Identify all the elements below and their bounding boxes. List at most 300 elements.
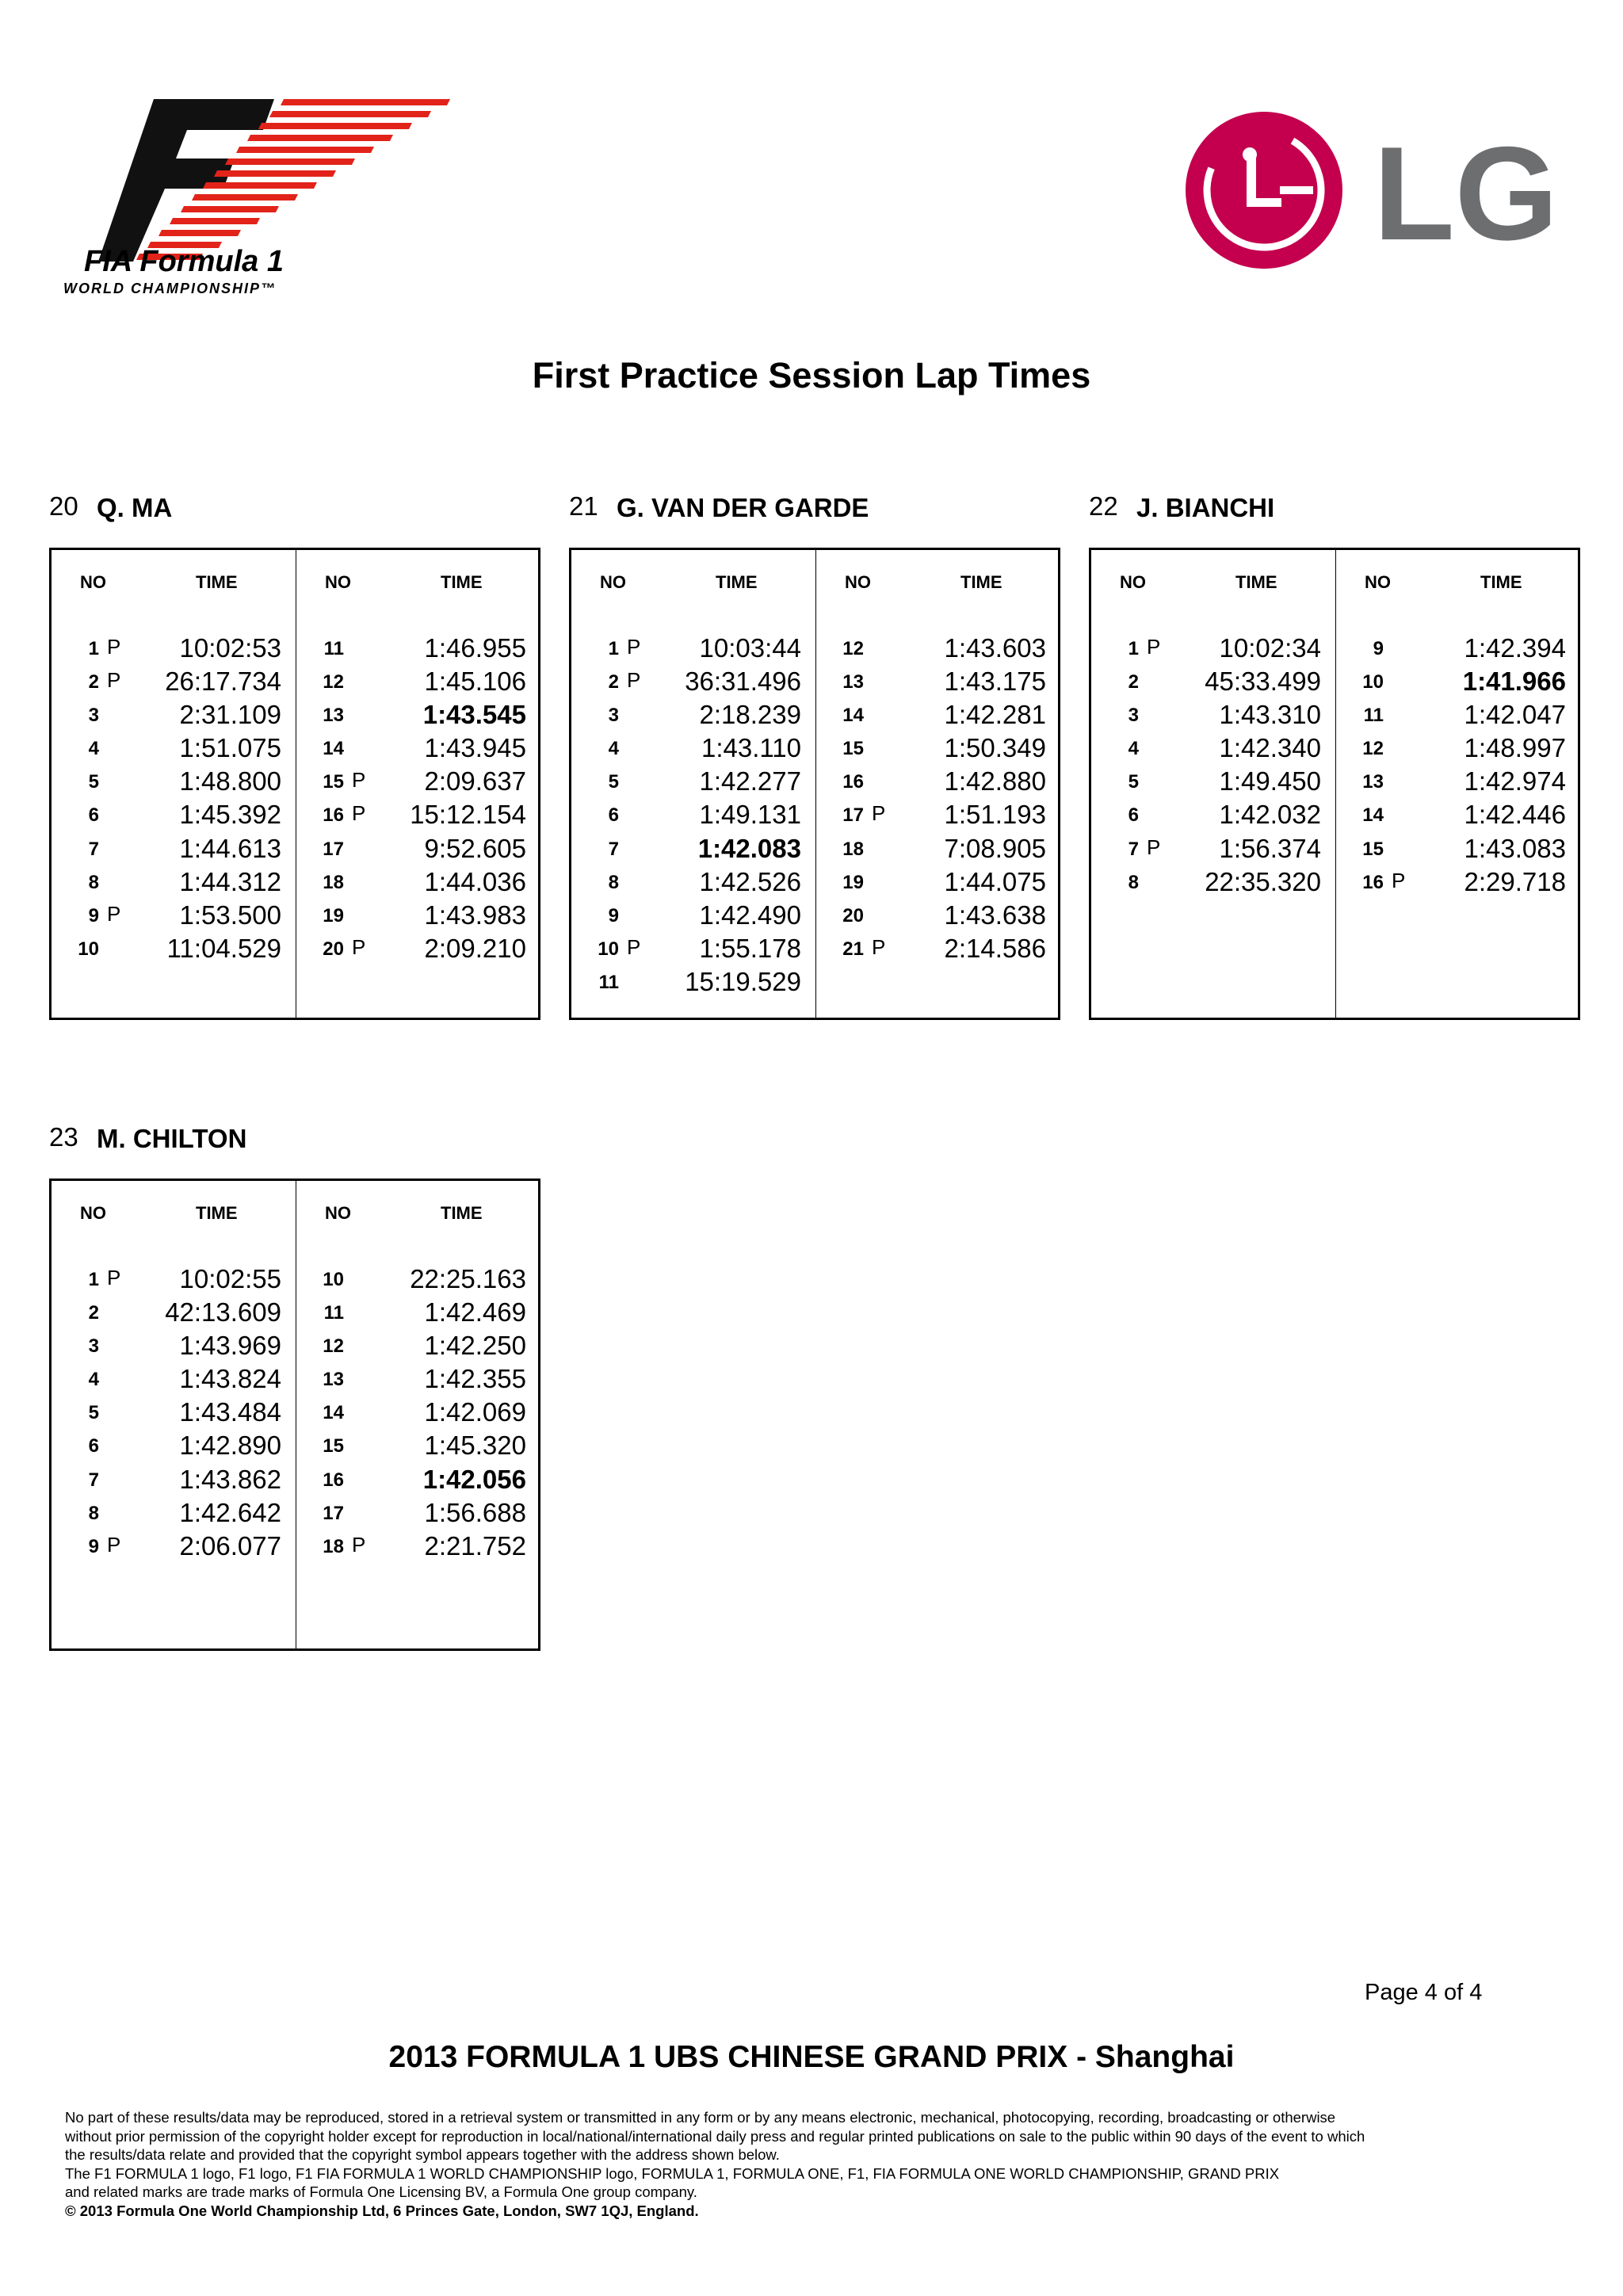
page-title: First Practice Session Lap Times [532, 355, 1091, 395]
lap-time: 1:48.997 [1464, 733, 1566, 763]
lap-row [52, 1262, 296, 1295]
lap-row [1091, 731, 1335, 764]
lap-time: 1:56.374 [1219, 833, 1321, 863]
lap-row [816, 697, 1060, 731]
lap-row [52, 1462, 296, 1496]
lap-time: 11:04.529 [166, 933, 281, 963]
driver-number: 21 [569, 491, 598, 521]
lap-row [296, 1496, 540, 1529]
lap-row [571, 697, 815, 731]
lap-time: 2:06.077 [179, 1530, 281, 1561]
lap-number: 18 [323, 871, 344, 893]
lap-row [1336, 831, 1580, 865]
lap-time: 1:43.175 [944, 667, 1046, 697]
pit-indicator: P [352, 934, 366, 959]
header-time: TIME [441, 572, 483, 592]
lap-row [1091, 664, 1335, 697]
lap-time: 1:42.047 [1464, 700, 1566, 730]
lap-time: 2:31.109 [179, 700, 281, 730]
lap-row [816, 831, 1060, 865]
lap-time: 1:42.490 [699, 900, 801, 930]
lap-number: 6 [88, 804, 99, 827]
lap-time: 1:51.075 [179, 733, 281, 763]
pit-indicator: P [1392, 868, 1406, 892]
lap-row [816, 731, 1060, 764]
driver-header [569, 491, 1060, 531]
lap-number: 18 [842, 838, 864, 860]
lap-time: 1:43.310 [1219, 700, 1321, 730]
lap-time: 10:02:34 [1219, 633, 1321, 663]
lap-number: 3 [608, 705, 619, 727]
f1-logo-stripe [269, 111, 431, 117]
lap-number: 4 [1128, 738, 1139, 760]
lap-time: 1:42.890 [179, 1431, 281, 1461]
lap-number: 3 [88, 705, 99, 727]
lap-row [52, 1328, 296, 1362]
lap-time: 1:43.862 [179, 1464, 281, 1494]
lap-number: 7 [1128, 838, 1139, 860]
lap-number: 14 [323, 1402, 344, 1424]
lap-row [571, 631, 815, 664]
lap-row [816, 931, 1060, 965]
lap-row [1091, 831, 1335, 865]
lap-time: 1:56.688 [424, 1497, 526, 1527]
lap-number: 1 [1128, 638, 1139, 659]
lap-time: 1:44.312 [179, 866, 281, 896]
lap-time: 22:25.163 [410, 1264, 526, 1293]
pit-indicator: P [107, 901, 121, 926]
lap-time: 15:12.154 [410, 800, 526, 830]
lap-row [1091, 697, 1335, 731]
lap-row [296, 797, 540, 831]
lap-number: 10 [598, 938, 619, 960]
lap-row [296, 664, 540, 697]
lap-time: 1:43.110 [701, 733, 801, 763]
best-lap-time: 1:41.966 [1462, 667, 1566, 697]
lap-time: 1:42.880 [944, 766, 1046, 797]
pit-indicator: P [107, 1266, 121, 1289]
lap-row [1091, 764, 1335, 797]
lap-column-right [816, 550, 1060, 1018]
lap-row [816, 664, 1060, 697]
lap-number: 16 [842, 771, 864, 793]
lap-number: 17 [323, 838, 344, 860]
lap-row [296, 697, 540, 731]
header-no: NO [80, 1203, 106, 1223]
lap-time: 1:42.642 [179, 1497, 281, 1527]
lap-row [816, 865, 1060, 898]
lap-number: 11 [598, 971, 619, 993]
lap-row [571, 898, 815, 931]
driver-header [49, 491, 540, 531]
lap-number: 16 [323, 1469, 344, 1491]
lap-time: 1:42.446 [1464, 800, 1566, 830]
lap-row [1336, 664, 1580, 697]
pit-indicator: P [107, 635, 121, 659]
header-time: TIME [1480, 572, 1522, 592]
header-time: TIME [716, 572, 758, 592]
lap-number: 14 [323, 738, 344, 760]
lap-number: 11 [1363, 705, 1384, 727]
lap-time: 1:43.638 [944, 900, 1046, 930]
header-no: NO [1120, 572, 1146, 592]
lap-time: 2:18.239 [699, 700, 801, 730]
header-time: TIME [1235, 572, 1277, 592]
lap-number: 5 [608, 771, 619, 793]
lap-number: 9 [88, 904, 99, 926]
lap-row [296, 1295, 540, 1328]
lap-number: 10 [78, 938, 99, 960]
lap-number: 15 [842, 738, 864, 760]
lap-row [816, 764, 1060, 797]
lap-column-left [52, 550, 296, 1018]
lap-column-left [52, 1181, 296, 1648]
lap-number: 3 [1128, 705, 1139, 727]
lap-number: 15 [323, 1435, 344, 1457]
lap-number: 16 [1362, 871, 1384, 893]
lap-row [52, 631, 296, 664]
header-no: NO [845, 572, 871, 592]
f1-logo-text: FIA Formula 1 [84, 245, 284, 278]
lap-number: 6 [88, 1435, 99, 1457]
lap-time: 1:42.032 [1219, 800, 1321, 830]
lap-times-table [49, 548, 540, 1020]
lap-row [296, 1529, 540, 1562]
lap-row [1336, 631, 1580, 664]
lap-number: 7 [88, 838, 99, 860]
lap-times-table [49, 1179, 540, 1651]
lap-row [52, 1496, 296, 1529]
lap-rows [52, 631, 296, 965]
lap-row [296, 631, 540, 664]
lap-time: 1:42.355 [424, 1364, 526, 1394]
pit-indicator: P [107, 1532, 121, 1557]
lap-time: 1:42.281 [944, 700, 1046, 730]
lap-time: 1:45.392 [179, 800, 281, 830]
lap-row [816, 797, 1060, 831]
lap-row [1336, 764, 1580, 797]
page-number: Page 4 of 4 [1365, 1980, 1483, 2005]
driver-header [49, 1122, 540, 1162]
lap-number: 8 [608, 871, 619, 893]
footer-copyright: © 2013 Formula One World Championship Ltd, 6 Princes Gate, London, SW7 1QJ, England. [65, 2202, 699, 2219]
lap-row [1091, 865, 1335, 898]
lap-row [52, 1295, 296, 1328]
pit-indicator: P [352, 1532, 366, 1557]
lap-number: 8 [1128, 871, 1139, 893]
lap-time: 1:45.320 [424, 1431, 526, 1461]
lap-number: 1 [88, 1269, 99, 1290]
lap-row [1091, 631, 1335, 664]
lap-column-right [296, 550, 540, 1018]
lap-column-left [571, 550, 815, 1018]
lap-row [52, 797, 296, 831]
lap-time: 10:02:53 [179, 633, 281, 663]
lap-row [571, 931, 815, 965]
header-time: TIME [960, 572, 1002, 592]
pit-indicator: P [352, 801, 366, 826]
lap-row [296, 1462, 540, 1496]
lap-row [296, 931, 540, 965]
lg-logo-graphic [1185, 111, 1557, 277]
driver-name: G. VAN DER GARDE [617, 493, 869, 522]
lap-number: 17 [842, 804, 864, 827]
header-no: NO [1365, 572, 1391, 592]
f1-logo-graphic [60, 95, 456, 301]
footer-line: the results/data relate and provided that the copyright symbol appears together with the address shown below. [65, 2146, 780, 2163]
lap-row [296, 898, 540, 931]
lap-number: 14 [1362, 804, 1384, 827]
event-title: 2013 FORMULA 1 UBS CHINESE GRAND PRIX - Shanghai [388, 2040, 1235, 2074]
lap-number: 4 [88, 1369, 99, 1391]
lap-number: 20 [842, 904, 864, 926]
lap-time: 2:14.586 [944, 933, 1046, 963]
lap-row [296, 1328, 540, 1362]
lap-time: 1:43.824 [179, 1364, 281, 1394]
lap-time: 22:35.320 [1205, 866, 1321, 896]
lap-row [1336, 731, 1580, 764]
lap-row [571, 764, 815, 797]
lg-logo [1185, 111, 1557, 277]
lap-time: 1:42.250 [424, 1331, 526, 1361]
lap-rows [52, 1262, 296, 1562]
lap-time: 1:48.800 [179, 766, 281, 797]
lap-number: 3 [88, 1335, 99, 1358]
lap-number: 17 [323, 1502, 344, 1524]
lap-row [52, 1395, 296, 1428]
lap-time: 1:42.394 [1464, 633, 1566, 663]
copyright-footer [65, 2108, 1571, 2220]
lap-time: 36:31.496 [685, 667, 801, 697]
lap-time: 1:55.178 [699, 933, 801, 963]
footer-line: No part of these results/data may be reproduced, stored in a retrieval system or transmitted in any form or by any means electronic, mechanical, photocopying, recording, broadcasting or otherwise [65, 2109, 1336, 2126]
driver-name: Q. MA [97, 493, 173, 522]
lap-column-right [1336, 550, 1580, 1018]
lap-number: 13 [323, 705, 344, 727]
driver-name: M. CHILTON [97, 1124, 247, 1153]
f1-logo-stripe [236, 147, 374, 153]
lap-number: 14 [842, 705, 864, 727]
lap-number: 18 [323, 1535, 344, 1557]
lap-row [296, 1262, 540, 1295]
lap-time: 10:02:55 [179, 1264, 281, 1293]
lap-time: 1:45.106 [424, 667, 526, 697]
lap-row [571, 797, 815, 831]
lap-number: 20 [323, 938, 344, 960]
f1-logo-stripe [158, 230, 241, 236]
lap-number: 2 [88, 1302, 99, 1324]
lap-number: 2 [608, 671, 619, 693]
lap-number: 11 [323, 1302, 344, 1324]
lap-row [1091, 797, 1335, 831]
lap-rows [296, 631, 540, 965]
lg-logo-text: LG [1373, 119, 1557, 268]
f1-logo-stripe [203, 182, 317, 189]
header-no: NO [600, 572, 626, 592]
driver-number: 23 [49, 1122, 78, 1152]
footer-line: The F1 FORMULA 1 logo, F1 logo, F1 FIA FORMULA 1 WORLD CHAMPIONSHIP logo, FORMULA 1, FORMULA ONE, F1, FIA FORMULA ONE WORLD CHAMPIONSHIP, GRAND PRIX [65, 2164, 1280, 2182]
lap-number: 10 [323, 1269, 344, 1290]
lap-row [52, 898, 296, 931]
f1-logo-stripe [258, 123, 412, 129]
f1-logo-stripe [225, 159, 355, 165]
lap-rows [1336, 631, 1580, 898]
pit-indicator: P [872, 801, 886, 826]
best-lap-time: 1:42.083 [697, 833, 801, 863]
lap-number: 1 [88, 638, 99, 659]
lap-number: 13 [323, 1369, 344, 1391]
lap-time: 1:51.193 [944, 800, 1046, 830]
lap-rows [296, 1262, 540, 1562]
lap-time: 1:42.526 [699, 866, 801, 896]
lap-row [296, 865, 540, 898]
lap-row [52, 664, 296, 697]
lap-time: 10:03:44 [699, 633, 801, 663]
lap-row [52, 1428, 296, 1461]
lap-time: 1:43.969 [179, 1331, 281, 1361]
lap-row [571, 865, 815, 898]
pit-indicator: P [1147, 835, 1161, 859]
lap-number: 15 [1362, 838, 1384, 860]
lap-number: 8 [88, 1502, 99, 1524]
lap-number: 11 [323, 638, 344, 659]
f1-logo-stripe [214, 170, 336, 177]
lap-time: 1:53.500 [179, 900, 281, 930]
driver-header [1089, 491, 1580, 531]
lap-number: 13 [842, 671, 864, 693]
header-no: NO [80, 572, 106, 592]
lap-number: 5 [88, 1402, 99, 1424]
lap-row [52, 1529, 296, 1562]
lap-time: 7:08.905 [944, 833, 1046, 863]
lap-time: 1:44.613 [179, 833, 281, 863]
lap-row [296, 1428, 540, 1461]
lap-time: 2:21.752 [424, 1530, 526, 1561]
lap-row [571, 731, 815, 764]
lap-number: 16 [323, 804, 344, 827]
lap-number: 12 [323, 671, 344, 693]
pit-indicator: P [352, 768, 366, 793]
lap-number: 5 [88, 771, 99, 793]
lap-time: 1:49.450 [1219, 766, 1321, 797]
lap-number: 7 [608, 838, 619, 860]
lap-time: 1:42.340 [1219, 733, 1321, 763]
lap-row [296, 1362, 540, 1395]
lap-time: 1:43.484 [179, 1397, 281, 1427]
lap-rows [571, 631, 815, 998]
pit-indicator: P [107, 668, 121, 693]
lap-number: 8 [88, 871, 99, 893]
lap-number: 6 [1128, 804, 1139, 827]
lap-row [571, 664, 815, 697]
f1-logo [60, 95, 456, 301]
lap-time: 2:09.210 [424, 933, 526, 963]
lap-time: 1:46.955 [424, 633, 526, 663]
lap-time: 15:19.529 [685, 966, 801, 996]
lap-rows [816, 631, 1060, 965]
lap-row [52, 865, 296, 898]
lap-time: 1:44.075 [944, 866, 1046, 896]
lap-number: 12 [1362, 738, 1384, 760]
lap-number: 19 [842, 871, 864, 893]
lap-time: 1:42.277 [699, 766, 801, 797]
lap-number: 9 [1373, 638, 1384, 659]
lap-time: 2:09.637 [424, 766, 526, 797]
lap-row [296, 731, 540, 764]
lap-number: 12 [842, 638, 864, 659]
lap-row [296, 831, 540, 865]
lap-row [52, 831, 296, 865]
f1-logo-subtext: WORLD CHAMPIONSHIP™ [63, 281, 277, 296]
f1-logo-stripe [192, 194, 298, 201]
lap-time: 9:52.605 [424, 833, 526, 863]
lap-number: 9 [608, 904, 619, 926]
lap-number: 4 [88, 738, 99, 760]
lap-number: 9 [88, 1535, 99, 1557]
lap-time: 42:13.609 [165, 1297, 281, 1328]
lap-number: 21 [842, 938, 864, 960]
lap-number: 12 [323, 1335, 344, 1358]
lap-number: 19 [323, 904, 344, 926]
lap-row [296, 1395, 540, 1428]
lap-time: 26:17.734 [165, 667, 281, 697]
lap-time: 1:42.469 [424, 1297, 526, 1328]
header-time: TIME [196, 1203, 238, 1223]
driver-number: 22 [1089, 491, 1118, 521]
lap-row [1336, 797, 1580, 831]
pit-indicator: P [627, 635, 641, 659]
f1-logo-stripe [170, 218, 260, 224]
pit-indicator: P [1147, 635, 1161, 659]
lap-number: 4 [608, 738, 619, 760]
lap-number: 13 [1362, 771, 1384, 793]
lap-row [571, 965, 815, 998]
f1-logo-stripe [247, 135, 393, 141]
lap-number: 15 [323, 771, 344, 793]
pit-indicator: P [872, 934, 886, 959]
lap-time: 1:43.983 [424, 900, 526, 930]
header-no: NO [325, 1203, 351, 1223]
pit-indicator: P [627, 668, 641, 693]
lap-number: 7 [88, 1469, 99, 1491]
lap-times-table [569, 548, 1060, 1020]
lap-time: 1:43.083 [1464, 833, 1566, 863]
header-time: TIME [196, 572, 238, 592]
header-no: NO [325, 572, 351, 592]
lap-time: 1:49.131 [699, 800, 801, 830]
best-lap-time: 1:43.545 [422, 700, 526, 730]
lap-number: 2 [1128, 671, 1139, 693]
lap-time: 1:42.974 [1464, 766, 1566, 797]
f1-logo-stripe [281, 99, 450, 105]
lap-row [52, 731, 296, 764]
lap-rows [1091, 631, 1335, 898]
lap-row [1336, 697, 1580, 731]
lap-times-table [1089, 548, 1580, 1020]
lap-column-left [1091, 550, 1335, 1018]
lap-row [296, 764, 540, 797]
pit-indicator: P [627, 934, 641, 959]
lap-number: 10 [1362, 671, 1384, 693]
lap-number: 1 [608, 638, 619, 659]
lap-row [1336, 865, 1580, 898]
lap-time: 1:43.603 [944, 633, 1046, 663]
lap-time: 1:42.069 [424, 1397, 526, 1427]
lap-row [816, 631, 1060, 664]
footer-line: and related marks are trade marks of Formula One Licensing BV, a Formula One group company. [65, 2183, 697, 2200]
lap-number: 5 [1128, 771, 1139, 793]
f1-logo-stripe [181, 206, 279, 212]
